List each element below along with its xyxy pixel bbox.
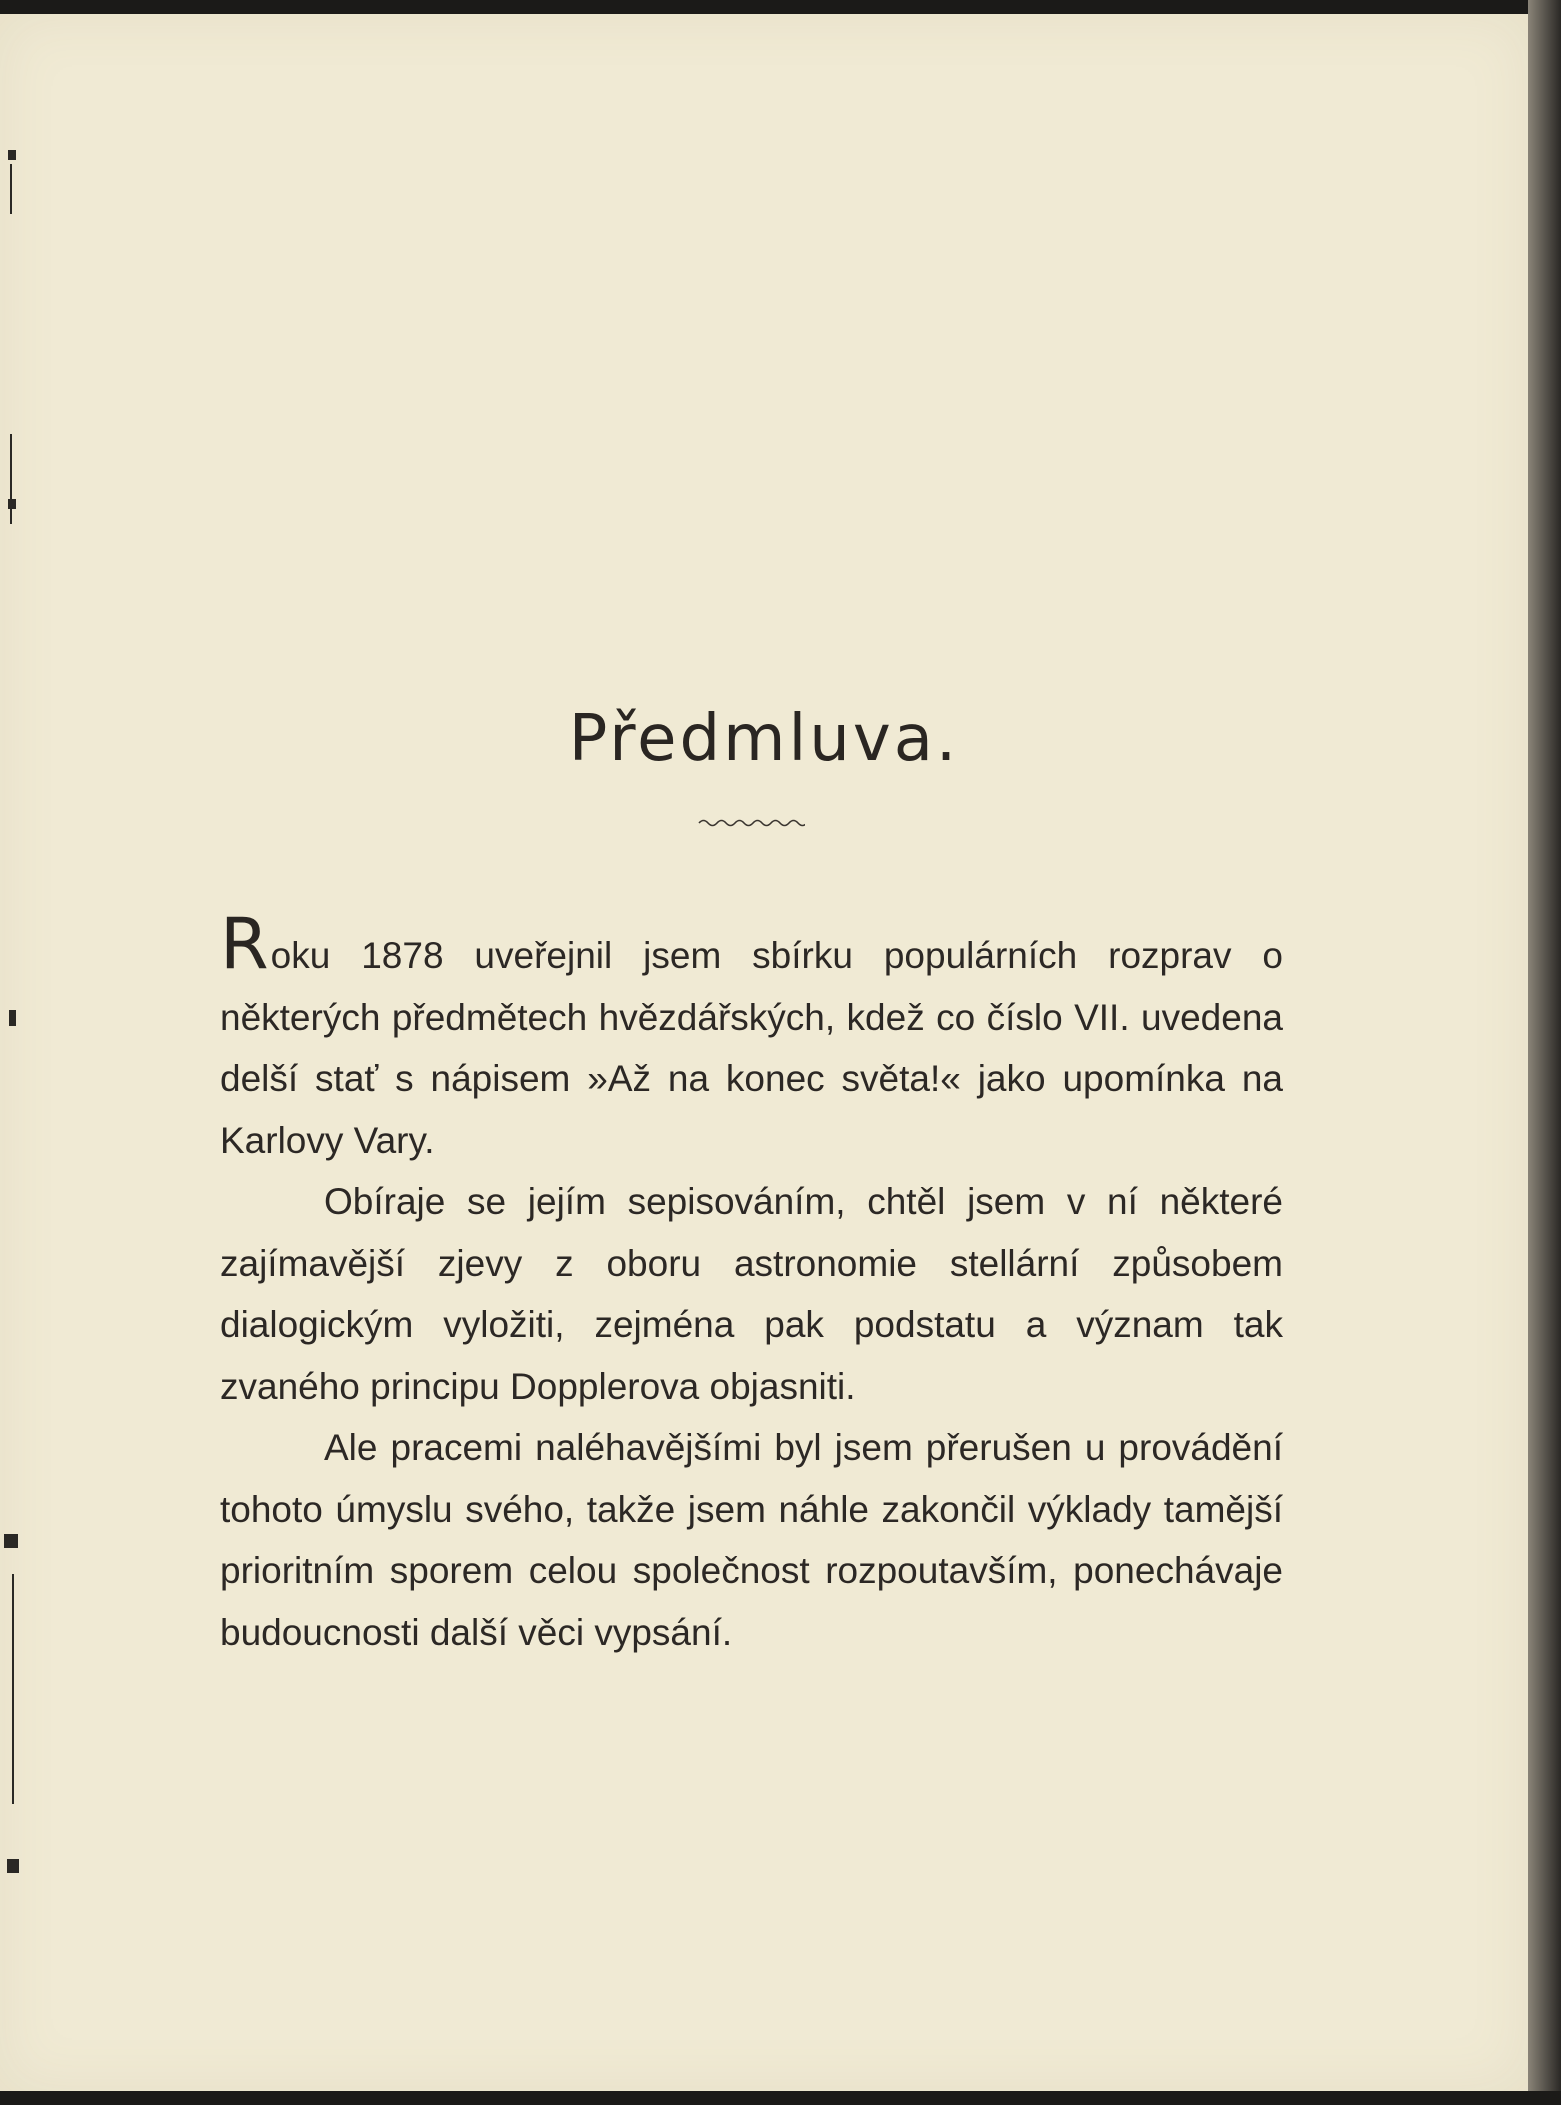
paragraph-1 [220, 903, 1283, 1171]
binding-mark [8, 150, 16, 160]
binding-mark [4, 1534, 18, 1548]
page-edge-shadow [1528, 0, 1561, 2091]
page-title: Předmluva. [568, 702, 960, 776]
wavy-divider-ornament [697, 816, 805, 830]
binding-mark [10, 434, 12, 524]
paragraph-2: Obíraje se jejím sepisováním, chtěl jsem v ní některé zajímavější zjevy z oboru astronomie stellární způsobem dialogickým vyložiti, zejména pak podstatu a význam tak zvaného principu Dopplerova objasniti. [220, 1181, 1283, 1407]
paragraph-3: Ale pracemi naléhavějšími byl jsem přerušen u provádění tohoto úmyslu svého, takže jsem náhle zakončil výklady tamější prioritním sporem celou společnost rozpoutavším, ponechávaje budoucnosti další věci vypsání. [220, 1427, 1283, 1653]
binding-mark [8, 499, 16, 509]
binding-margin-marks [0, 14, 40, 2105]
drop-cap: R [220, 903, 269, 985]
binding-mark [10, 164, 12, 214]
preface-body [220, 903, 1283, 1663]
binding-mark [12, 1574, 14, 1804]
binding-mark [7, 1859, 19, 1873]
binding-mark [9, 1010, 16, 1026]
paragraph-1-text: oku 1878 uveřejnil jsem sbírku populárních rozprav o některých předmětech hvězdářských, kdež co číslo VII. uvedena delší stať s nápisem »Až na konec světa!« jako upomínka na Karlovy Vary. [220, 935, 1283, 1161]
